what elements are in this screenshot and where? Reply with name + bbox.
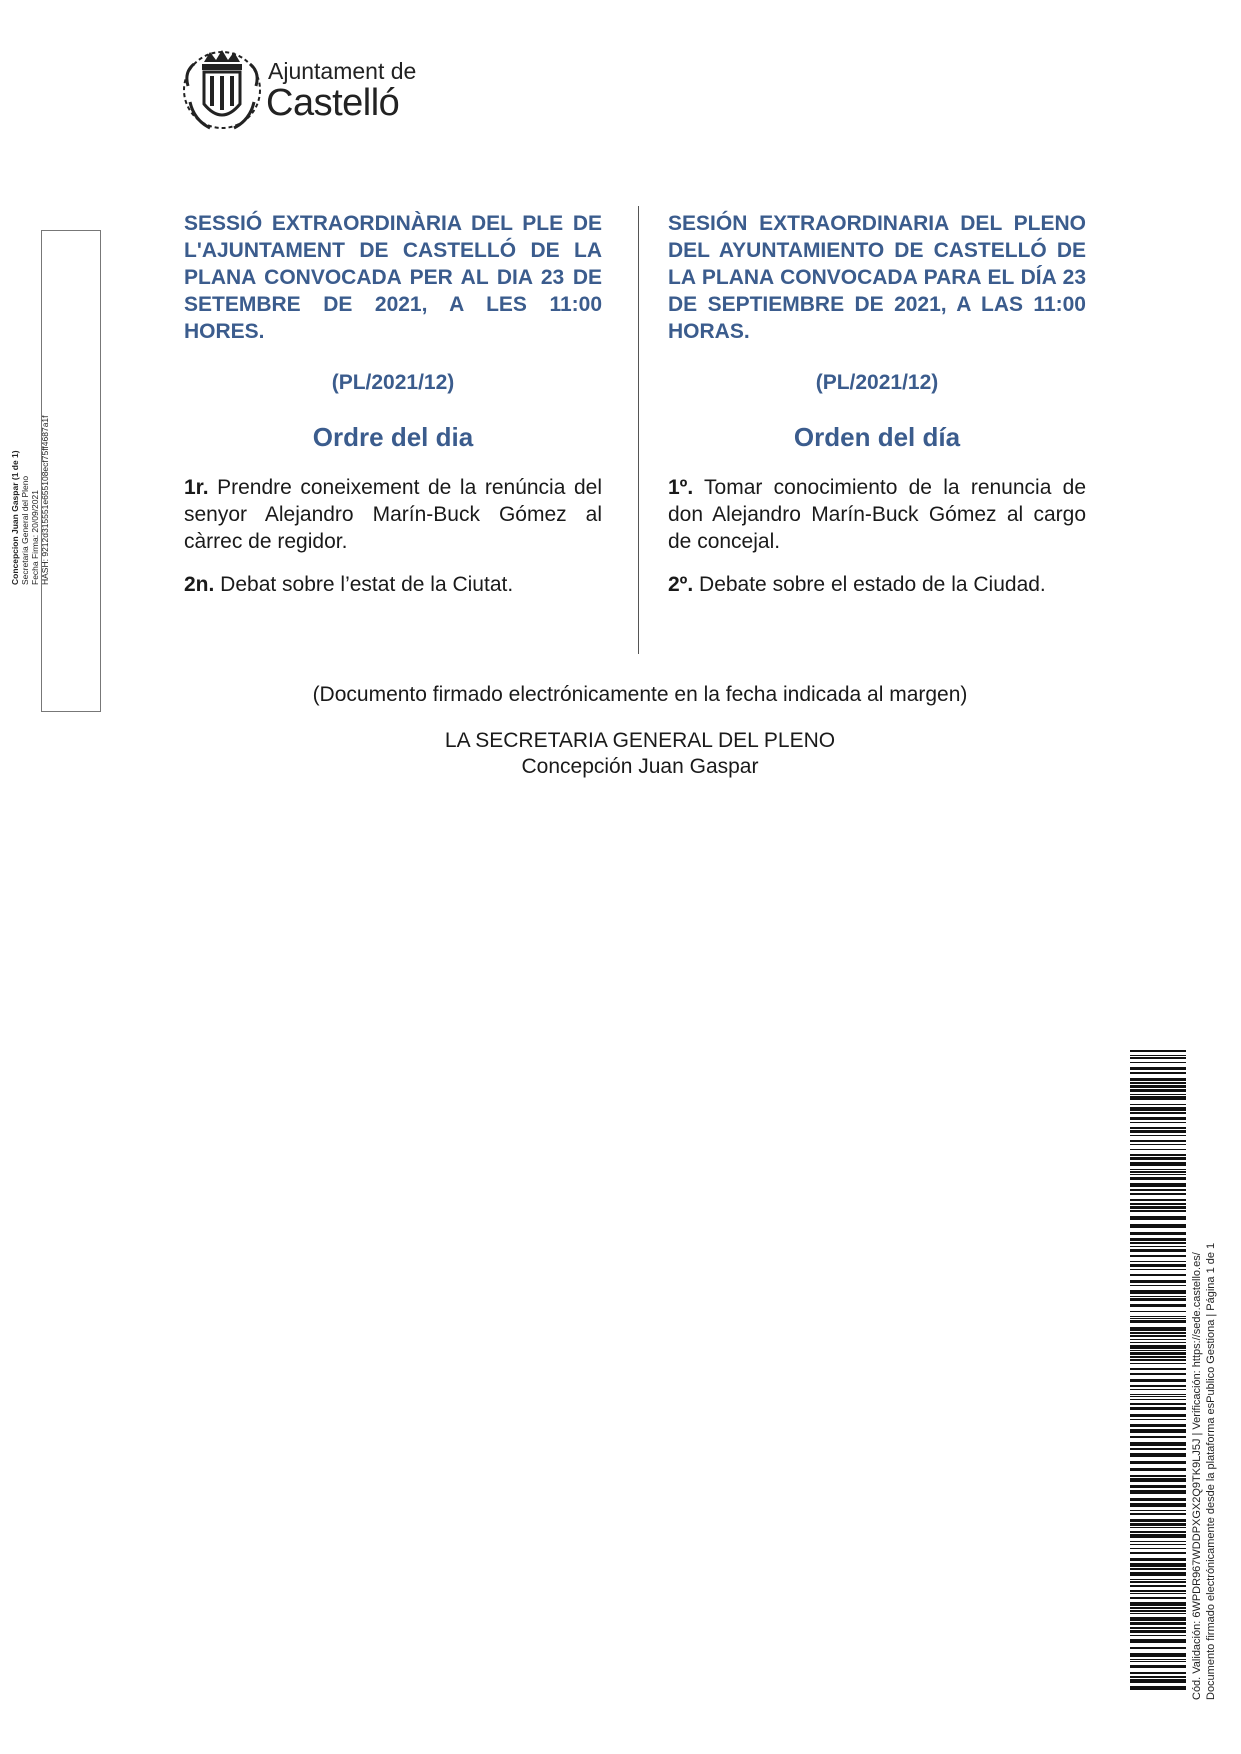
barcode-bar: [1130, 1541, 1186, 1542]
barcode-bar: [1130, 1568, 1186, 1570]
agenda-item-number: 1r.: [184, 476, 209, 499]
barcode-bar: [1130, 1630, 1186, 1633]
barcode-bar: [1130, 1475, 1186, 1477]
agenda-heading: Orden del día: [793, 422, 961, 452]
barcode-bar: [1130, 1385, 1186, 1387]
barcode-bar: [1130, 1552, 1186, 1554]
barcode-bar: [1130, 1169, 1186, 1170]
barcode-bar: [1130, 1394, 1186, 1395]
barcode-bar: [1130, 1280, 1186, 1283]
barcode-bar: [1130, 1112, 1186, 1114]
barcode-bar: [1130, 1672, 1186, 1674]
barcode-bar: [1130, 1144, 1186, 1145]
barcode-bar: [1130, 1210, 1186, 1212]
stamp-date: Fecha Firma: 20/09/2021: [30, 490, 40, 585]
barcode-bar: [1130, 1485, 1186, 1488]
barcode-bar: [1130, 1269, 1186, 1270]
agenda-item-text: Tomar conocimiento de la renuncia de don Alejandro Marín-Buck Gómez al cargo de concejal.: [668, 476, 1086, 553]
barcode-bar: [1130, 1199, 1186, 1201]
barcode-bar: [1130, 1107, 1186, 1111]
barcode-bar: [1130, 1157, 1186, 1160]
column-divider: [638, 206, 639, 654]
barcode-bar: [1130, 1647, 1186, 1649]
barcode-bar: [1130, 1407, 1186, 1410]
spanish-column: [668, 210, 1086, 614]
barcode-bar: [1130, 1078, 1186, 1081]
barcode-bar: [1130, 1350, 1186, 1351]
barcode-bar: [1130, 1296, 1186, 1297]
barcode-bar: [1130, 1679, 1186, 1683]
barcode-bar: [1130, 1613, 1186, 1614]
agenda-item: [184, 571, 602, 598]
barcode-bar: [1130, 1531, 1186, 1533]
barcode-bar: [1130, 1274, 1186, 1276]
barcode-bar: [1130, 1581, 1186, 1583]
barcode-bar: [1130, 1610, 1186, 1612]
barcode-bar: [1130, 1661, 1186, 1662]
barcode-bar: [1130, 1154, 1186, 1156]
barcode-bar: [1130, 1072, 1186, 1074]
barcode-bar: [1130, 1055, 1186, 1056]
barcode-bar: [1130, 1653, 1186, 1657]
barcode-bar: [1130, 1558, 1186, 1561]
barcode-bar: [1130, 1104, 1186, 1105]
barcode-bar: [1130, 1332, 1186, 1334]
barcode-bar: [1130, 1593, 1186, 1594]
barcode-bar: [1130, 1130, 1186, 1133]
validation-barcode: [1130, 1050, 1186, 1700]
barcode-bar: [1130, 1193, 1186, 1195]
barcode-bar: [1130, 1519, 1186, 1522]
barcode-bar: [1130, 1534, 1186, 1538]
agenda-item: [668, 571, 1086, 598]
barcode-bar: [1130, 1356, 1186, 1358]
barcode-bar: [1130, 1639, 1186, 1643]
barcode-bar: [1130, 1602, 1186, 1606]
agenda-item-number: 1º.: [668, 476, 694, 499]
agenda-list: [668, 474, 1086, 598]
barcode-bar: [1130, 1216, 1186, 1220]
barcode-bar: [1130, 1563, 1186, 1567]
barcode-bar: [1130, 1453, 1186, 1457]
barcode-bar: [1130, 1368, 1186, 1370]
barcode-bar: [1130, 1490, 1186, 1494]
agenda-item-number: 2n.: [184, 573, 215, 596]
barcode-bar: [1130, 1448, 1186, 1450]
barcode-bar: [1130, 1135, 1186, 1136]
barcode-bar: [1130, 1094, 1186, 1095]
barcode-bar: [1130, 1635, 1186, 1636]
barcode-bar: [1130, 1544, 1186, 1545]
session-title: SESIÓN EXTRAORDINARIA DEL PLENO DEL AYUNTAMIENTO DE CASTELLÓ DE LA PLANA CONVOCADA PARA EL DÍA 23 DE SEPTIEMBRE DE 2021, A LAS 11:00 HORAS.: [668, 212, 1086, 343]
barcode-bar: [1130, 1117, 1186, 1120]
barcode-bar: [1130, 1067, 1186, 1070]
barcode-bar: [1130, 1399, 1186, 1400]
barcode-bar: [1130, 1676, 1186, 1678]
barcode-bar: [1130, 1352, 1186, 1355]
barcode-bar: [1130, 1548, 1186, 1549]
barcode-bar: [1130, 1089, 1186, 1092]
barcode-bar: [1130, 1442, 1186, 1446]
agenda-item: [668, 474, 1086, 555]
stamp-hash: HASH: 9212d315551e655108ecf75ff4687a1f: [40, 415, 50, 585]
stamp-role: Secretaria General del Pleno: [20, 475, 30, 585]
barcode-bar: [1130, 1572, 1186, 1576]
barcode-bar: [1130, 1503, 1186, 1507]
validation-line-1: Cód. Validación: 6WPDR967WDDPXGX2Q9TK9LJ5J | Verificación: https://sede.castello.es/: [1191, 1252, 1203, 1700]
barcode-bar: [1130, 1607, 1186, 1609]
barcode-bar: [1130, 1419, 1186, 1420]
barcode-bar: [1130, 1057, 1186, 1059]
barcode-bar: [1130, 1149, 1186, 1150]
validation-text: [1190, 1060, 1218, 1700]
barcode-bar: [1130, 1242, 1186, 1244]
barcode-bar: [1130, 1429, 1186, 1433]
barcode-bar: [1130, 1203, 1186, 1205]
barcode-bar: [1130, 1513, 1186, 1515]
barcode-bar: [1130, 1396, 1186, 1397]
barcode-bar: [1130, 1255, 1186, 1257]
barcode-bar: [1130, 1342, 1186, 1343]
barcode-bar: [1130, 1320, 1186, 1323]
agenda-heading: Ordre del dia: [312, 422, 474, 452]
barcode-bar: [1130, 1177, 1186, 1180]
barcode-bar: [1130, 1318, 1186, 1319]
barcode-bar: [1130, 1082, 1186, 1084]
barcode-bar: [1130, 1345, 1186, 1349]
barcode-bar: [1130, 1249, 1186, 1252]
agenda-item-number: 2º.: [668, 573, 694, 596]
barcode-bar: [1130, 1414, 1186, 1417]
barcode-bar: [1130, 1261, 1186, 1262]
barcode-bar: [1130, 1304, 1186, 1307]
barcode-bar: [1130, 1298, 1186, 1301]
barcode-bar: [1130, 1527, 1186, 1528]
barcode-bar: [1130, 1478, 1186, 1482]
ajuntament-logo: [180, 42, 417, 138]
barcode-bar: [1130, 1238, 1186, 1241]
barcode-bar: [1130, 1686, 1186, 1690]
barcode-bar: [1130, 1162, 1186, 1166]
barcode-bar: [1130, 1436, 1186, 1438]
barcode-bar: [1130, 1232, 1186, 1235]
signer-title: LA SECRETARIA GENERAL DEL PLENO: [444, 729, 836, 752]
barcode-bar: [1130, 1127, 1186, 1129]
barcode-bar: [1130, 1316, 1186, 1317]
session-code: (PL/2021/12): [815, 371, 939, 394]
barcode-bar: [1130, 1050, 1186, 1052]
agenda-item-text: Prendre coneixement de la renúncia del senyor Alejandro Marín-Buck Gómez al càrrec de regidor.: [184, 476, 602, 553]
barcode-bar: [1130, 1363, 1186, 1364]
barcode-bar: [1130, 1498, 1186, 1501]
barcode-bar: [1130, 1665, 1186, 1668]
barcode-bar: [1130, 1627, 1186, 1629]
agenda-item-text: Debate sobre el estado de la Ciudad.: [693, 573, 1046, 596]
logo-line-2: Castelló: [266, 82, 400, 124]
agenda-item-text: Debat sobre l’estat de la Ciutat.: [214, 573, 514, 596]
barcode-bar: [1130, 1359, 1186, 1361]
stamp-name: Concepcion Juan Gaspar (1 de 1): [10, 450, 20, 585]
barcode-bar: [1130, 1461, 1186, 1464]
barcode-bar: [1130, 1339, 1186, 1340]
barcode-bar: [1130, 1468, 1186, 1471]
barcode-bar: [1130, 1424, 1186, 1427]
barcode-bar: [1130, 1096, 1186, 1100]
barcode-bar: [1130, 1510, 1186, 1511]
barcode-bar: [1130, 1335, 1186, 1337]
barcode-bar: [1130, 1285, 1186, 1286]
barcode-bar: [1130, 1085, 1186, 1088]
signature-stamp: [10, 230, 101, 712]
barcode-bar: [1130, 1171, 1186, 1173]
barcode-bar: [1130, 1062, 1186, 1063]
barcode-bar: [1130, 1617, 1186, 1621]
barcode-bar: [1130, 1174, 1186, 1175]
coat-of-arms-icon: [180, 42, 264, 136]
barcode-bar: [1130, 1579, 1186, 1580]
barcode-bar: [1130, 1122, 1186, 1123]
barcode-bar: [1130, 1206, 1186, 1209]
barcode-bar: [1130, 1659, 1186, 1660]
signer-name: Concepción Juan Gaspar: [521, 755, 759, 778]
barcode-bar: [1130, 1311, 1186, 1312]
barcode-bar: [1130, 1246, 1186, 1247]
barcode-bar: [1130, 1140, 1186, 1142]
session-code: (PL/2021/12): [331, 371, 455, 394]
electronic-signature-note: (Documento firmado electrónicamente en la fecha indicada al margen): [312, 683, 968, 706]
barcode-bar: [1130, 1373, 1186, 1375]
barcode-bar: [1130, 1389, 1186, 1390]
barcode-bar: [1130, 1183, 1186, 1187]
barcode-bar: [1130, 1597, 1186, 1599]
barcode-bar: [1130, 1290, 1186, 1294]
barcode-bar: [1130, 1590, 1186, 1592]
barcode-bar: [1130, 1403, 1186, 1405]
barcode-bar: [1130, 1189, 1186, 1191]
agenda-item: [184, 474, 602, 555]
agenda-list: [184, 474, 602, 598]
barcode-bar: [1130, 1327, 1186, 1331]
barcode-bar: [1130, 1264, 1186, 1267]
barcode-bar: [1130, 1585, 1186, 1587]
barcode-bar: [1130, 1622, 1186, 1625]
barcode-bar: [1130, 1379, 1186, 1382]
valencian-column: [184, 210, 602, 614]
session-title: SESSIÓ EXTRAORDINÀRIA DEL PLE DE L'AJUNTAMENT DE CASTELLÓ DE LA PLANA CONVOCADA PER AL DIA 23 DE SETEMBRE DE 2021, A LES 11:00 HORES.: [184, 212, 602, 343]
barcode-bar: [1130, 1523, 1186, 1526]
logo-line-1: Ajuntament de: [268, 58, 417, 84]
validation-line-2: Documento firmado electrónicamente desde la plataforma esPublico Gestiona | Página 1 de 1: [1205, 1242, 1217, 1700]
barcode-bar: [1130, 1224, 1186, 1228]
